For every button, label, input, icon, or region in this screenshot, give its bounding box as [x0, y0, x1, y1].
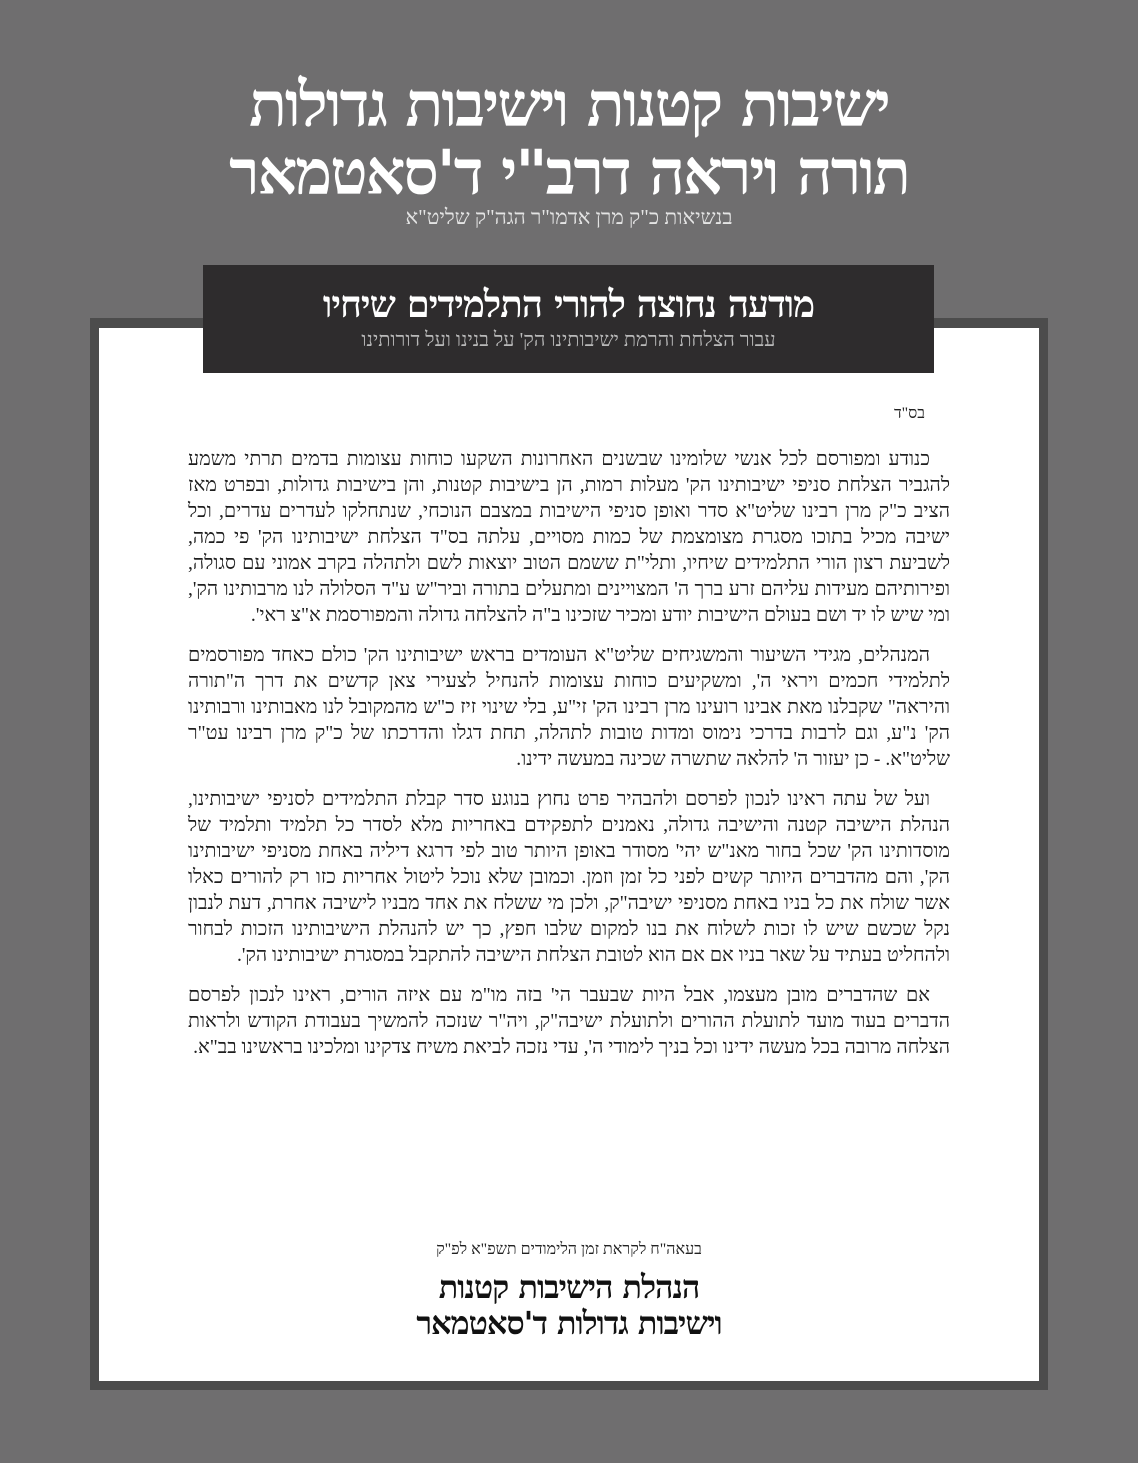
masthead-title-line-1: ישיבות קטנות וישיבות גדולות	[249, 68, 889, 141]
masthead-title-line-2: תורה ויראה דרב"י ד'סאטמאר	[229, 136, 909, 209]
body-paragraph-4: אם שהדברים מובן מעצמו, אבל היות שבעבר הי' בזה מו"מ עם איזה הורים, ראינו לנכון לפרסם הדברים בעוד מועד לתועלת ההורים ולתועלת ישיבה"ק, ויה"ר שנזכה להמשיך בעבודת הקודש ולראות הצלחה מרובה בכל מעשה ידינו וכל בניך לימודי ה', עדי נזכה לביאת משיח צדקינו ומלכינו בראשינו בב"א.	[188, 985, 950, 1058]
body-paragraph-2: המנהלים, מגידי השיעור והמשגיחים שליט"א העומדים בראש ישיבותינו הק' כולם כאחד מפורסמים לתלמידי חכמים ויראי ה', ומשקיעים כוחות עצומות להנחיל לצעירי צאן קדשים את דרך ה"תורה והיראה" שקבלנו מאת אבינו רועינו מרן רבינו הק' זי"ע, בלי שינוי זיז כ"ש מהמקובל לנו מאבותינו ורבותינו הק' נ"ע, וגם לרבות בדרכי נימוס ומדות טובות לתהלה, תחת דגלו והדרכתו של כ"ק מרן רבינו עט"ר שליט"א. - כן יעזור ה' להלאה שתשרה שכינה במעשה ידינו.	[188, 645, 950, 770]
banner-title: מודעה נחוצה להורי התלמידים שיחיו	[322, 282, 815, 326]
signature-line-1: הנהלת הישיבות קטנות	[438, 1268, 700, 1306]
bsd-mark: בס"ד	[893, 405, 925, 422]
notice-banner	[203, 265, 934, 373]
banner-subtitle: עבור הצלחת והרמת ישיבותינו הק' על בנינו ועל דורותינו	[361, 329, 776, 351]
presidency-line: בנשיאות כ"ק מרן אדמו"ר הגה"ק שליט"א	[405, 205, 733, 229]
body-paragraph-1: כנודע ומפורסם לכל אנשי שלומינו שבשנים האחרונות השקעו כוחות עצומות בדמים תרתי משמע להגביר הצלחת סניפי ישיבותינו הק' מעלות רמות, הן בישיבות קטנות, והן בישיבות גדולות, ובפרט מאז הציב כ"ק מרן רבינו שליט"א סדר ואופן סניפי הישיבות במצבם הנוכחי, שנתחלקו לעדרים עדרים, וכל ישיבה מכיל בתוכו מסגרת מצומצמת של כמות מסויים, עלתה בס"ד הצלחת ישיבותינו הק' פי כמה, לשביעת רצון הורי התלמידים שיחיו, ותלי"ת ששמם הטוב יוצאות לשם ולתהלה בקרב אמוני עם סגולה, ופירותיהם מעידות עליהם זרע ברך ה' המצויינים ומתעלים בתורה וביר"ש ע"ד הסלולה לנו מרבותינו הק', ומי שיש לו יד ושם בעולם הישיבות יודע ומכיר שזכינו ב"ה להצלחה גדולה והמפורסמת א"צ ראי'.	[188, 449, 950, 626]
body-paragraph-3: ועל של עתה ראינו לנכון לפרסם ולהבהיר פרט נחוץ בנוגע סדר קבלת התלמידים לסניפי ישיבותינו, הנהלת הישיבה קטנה והישיבה גדולה, נאמנים לתפקידם באחריות מלא לסדר כל תלמיד ותלמיד של מוסדותינו הק' שכל בחור מאנ"ש יהי' מסודר באופן היותר טוב לפי דרגא דיליה באחת מסניפי ישיבותינו הק', והם מהדברים היותר קשים לפני כל זמן וזמן. וכמובן שלא נוכל ליטול אחריות כזו רק להורים כאלו אשר שולח את כל בניו באחת מסניפי ישיבה"ק, ולכן מי ששלח את אחד מבניו לישיבה אחרת, דעת לנבון נקל שכשם שיש לו זכות לשלוח את בנו למקום שלבו חפץ, כך יש להנהלת הישיבותינו הזכות לבחור ולהחליט בעתיד על שאר בניו אם אם הוא לטובת הצלחת הישיבה להתקבל במסגרת ישיבותינו הק'.	[188, 789, 950, 966]
date-line: בעאה"ח לקראת זמן הלימודים תשפ"א לפ"ק	[436, 1241, 702, 1258]
signature-line-2: וישיבות גדולות ד'סאטמאר	[416, 1304, 722, 1342]
notice-body	[188, 447, 950, 1075]
